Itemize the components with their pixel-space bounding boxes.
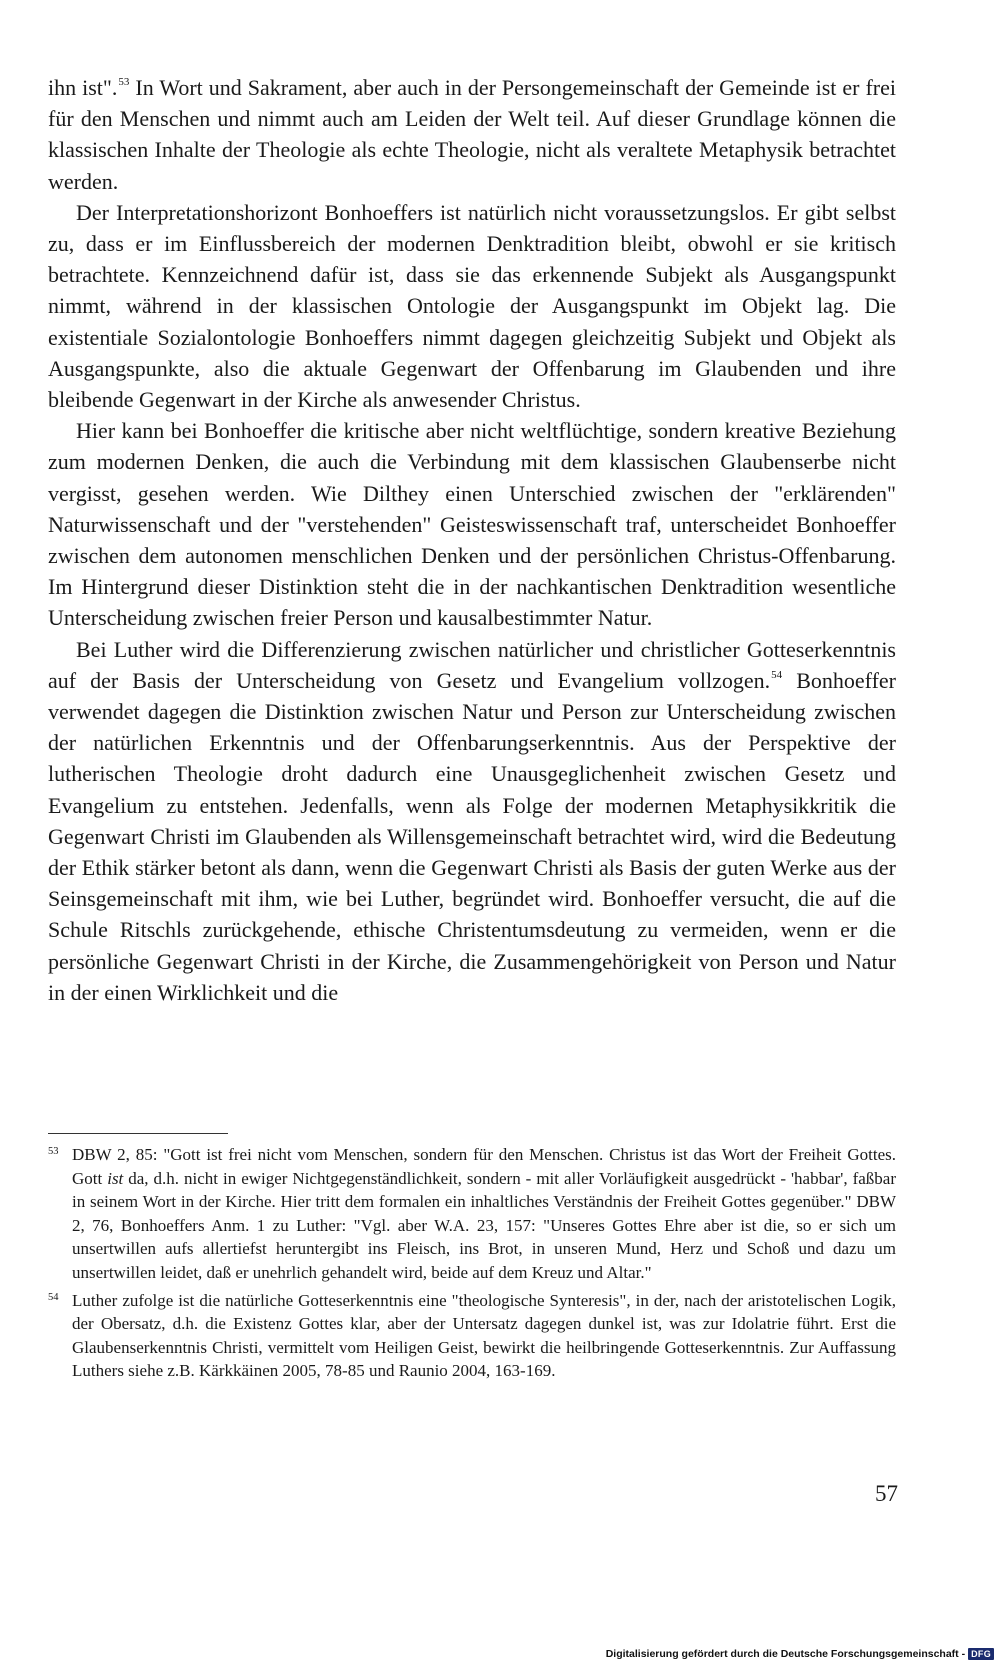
footnote-54: [48, 1289, 896, 1383]
footer-text: Digitalisierung gefördert durch die Deutsche Forschungsgemeinschaft -: [605, 1648, 966, 1660]
footnote-number: 54: [48, 1291, 59, 1303]
footnote-ref-53[interactable]: 53: [118, 76, 130, 88]
paragraph-2: [48, 197, 896, 415]
paragraph-1: [48, 72, 896, 197]
footnote-text: [72, 1289, 896, 1383]
footnotes: [48, 1143, 896, 1387]
paragraph-text: Hier kann bei Bonhoeffer die kritische aber nicht weltflüchtige, sondern kreative Beziehung zum modernen Denken, die auch die Verbindung mit dem klassischen Glaubenserbe nicht vergisst, gesehen werden. Wie Dilthey einen Unterschied zwischen der "erklärenden" Naturwissenschaft und der "verstehenden" Geisteswissenschaft traf, unterscheidet Bonhoeffer zwischen dem autonomen menschlichen Denken und der persönlichen Christus-Offenbarung. Im Hintergrund dieser Distinktion steht die in der nachkantischen Denktradition wesentliche Unterscheidung zwischen freier Person und kausalbestimmter Natur.: [48, 418, 896, 631]
footnote-53: [48, 1143, 896, 1285]
footnote-text-part: da, d.h. nicht in ewiger Nichtgegenständlichkeit, sondern - mit aller Vorläufigkeit ausgedrückt - 'habbar', faßbar in seinem Wort in der Kirche. Hier tritt dem formalen ein inhaltliches Verständnis der Freiheit Gottes gegenüber." DBW 2, 76, Bonhoeffers Anm. 1 zu Luther: "Vgl. aber W.A. 23, 157: "Unseres Gottes Ehre aber ist die, so er sich um unsertwillen aufs allertiefst heruntergibt ins Fleisch, ins Brot, in unseren Mund, Herz und Schoß und dazu um unsertwillen leidet, daß er unehrlich gehandelt wird, beide auf dem Kreuz und Altar.": [72, 1168, 897, 1282]
paragraph-text: Der Interpretationshorizont Bonhoeffers ist natürlich nicht voraussetzungslos. Er gibt selbst zu, dass er im Einflussbereich der modernen Denktradition bleibt, obwohl er sie kritisch betrachtete. Kennzeichnend dafür ist, dass sie das erkennende Subjekt als Ausgangspunkt nimmt, während in der klassischen Ontologie der Ausgangspunkt im Objekt lag. Die existentiale Sozialontologie Bonhoeffers nimmt dagegen gleichzeitig Subjekt und Objekt als Ausgangspunkte, also die aktuale Gegenwart der Offenbarung im Glaubenden und ihre bleibende Gegenwart in der Kirche als anwesender Christus.: [48, 199, 896, 413]
body-text: [48, 72, 896, 1008]
footnote-text: [72, 1143, 896, 1285]
page-number: 57: [875, 1481, 898, 1506]
footnote-separator: [48, 1133, 228, 1134]
footnote-emphasis: ist: [107, 1168, 124, 1188]
dfg-logo-icon: DFG: [968, 1648, 994, 1660]
paragraph-text: Bonhoeffer verwendet dagegen die Distinktion zwischen Natur und Person zur Unterscheidung zwischen der natürlichen Erkenntnis und der Offenbarungserkenntnis. Aus der Perspektive der lutherischen Theologie droht dadurch eine Unausgeglichenheit zwischen Gesetz und Evangelium zu entstehen. Jedenfalls, wenn als Folge der modernen Metaphysikkritik die Gegenwart Christi im Glaubenden als Willensgemeinschaft betrachtet wird, wird die Bedeutung der Ethik stärker betont als dann, wenn die Gegenwart Christi als Basis der guten Werke aus der Seinsgemeinschaft mit ihm, wie bei Luther, begründet wird. Bonhoeffer versucht, die auf die Schule Ritschls zurückgehende, ethische Christentumsdeutung zu vermeiden, wenn er die persönliche Gegenwart Christi in der Kirche, die Zusammengehörigkeit von Person und Natur in der einen Wirklichkeit und die: [48, 667, 896, 1005]
footnote-text-part: Luther zufolge ist die natürliche Gotteserkenntnis eine "theologische Synteresis", in der, nach der aristotelischen Logik, der Obersatz, d.h. die Existenz Gottes klar, aber der Untersatz dagegen dunkel ist, was zur Idolatrie führt. Erst die Glaubenserkenntnis Christi, vermittelt vom Heiligen Geist, bewirkt die heilbringende Gotteserkenntnis. Zur Auffassung Luthers siehe z.B. Kärkkäinen 2005, 78-85 und Raunio 2004, 163-169.: [72, 1290, 896, 1381]
paragraph-text: Bei Luther wird die Differenzierung zwischen natürlicher und christlicher Gotteserkenntnis auf der Basis der Unterscheidung von Gesetz und Evangelium vollzogen.: [48, 636, 896, 693]
paragraph-4: [48, 634, 896, 1008]
footnote-number: 53: [48, 1146, 59, 1157]
page-content: [48, 72, 896, 1008]
footnote-ref-54[interactable]: 54: [771, 668, 783, 681]
paragraph-text: ihn ist".: [48, 75, 118, 100]
paragraph-text: In Wort und Sakrament, aber auch in der Persongemeinschaft der Gemeinde ist er frei für den Menschen und nimmt auch am Leiden der Welt teil. Auf dieser Grundlage können die klassischen Inhalte der Theologie als echte Theologie, nicht als veraltete Metaphysik betrachtet werden.: [48, 75, 896, 194]
digitization-footer: [606, 1648, 994, 1660]
paragraph-3: [48, 415, 896, 633]
footnote-text-part: DBW 2, 85: "Gott ist frei nicht vom Menschen, sondern für den Menschen. Christus ist das Wort der Freiheit Gottes. Gott: [72, 1145, 896, 1188]
